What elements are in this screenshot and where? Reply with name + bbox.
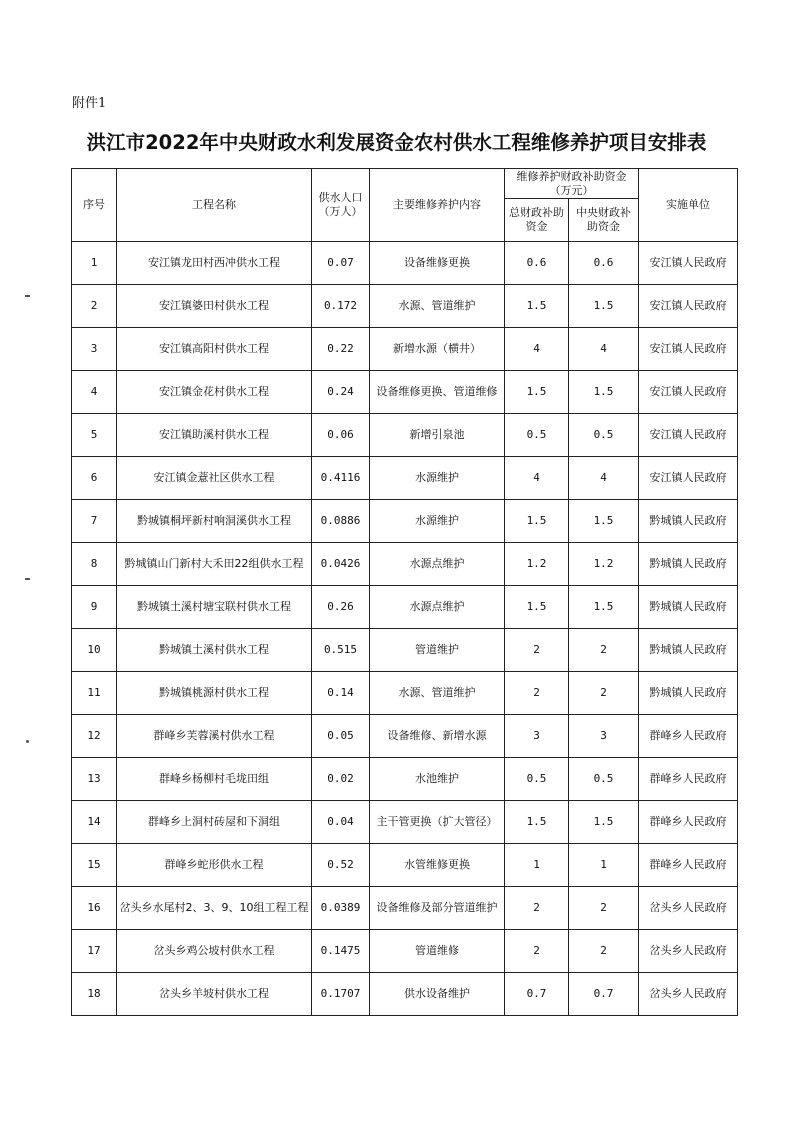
cell-content: 新增水源（横井） [370, 328, 505, 371]
header-total-subsidy: 总财政补助资金 [505, 199, 569, 242]
cell-total-subsidy: 0.7 [505, 973, 569, 1016]
cell-central-subsidy: 2 [569, 887, 639, 930]
cell-index: 15 [72, 844, 117, 887]
cell-population: 0.172 [312, 285, 370, 328]
cell-index: 9 [72, 586, 117, 629]
cell-total-subsidy: 1.5 [505, 586, 569, 629]
cell-content: 水源维护 [370, 500, 505, 543]
cell-project-name: 黔城镇土溪村供水工程 [117, 629, 312, 672]
cell-index: 2 [72, 285, 117, 328]
cell-project-name: 安江镇龙田村西冲供水工程 [117, 242, 312, 285]
cell-unit: 安江镇人民政府 [639, 285, 738, 328]
cell-central-subsidy: 1.2 [569, 543, 639, 586]
table-row [72, 930, 738, 973]
cell-content: 主干管更换（扩大管径） [370, 801, 505, 844]
cell-population: 0.515 [312, 629, 370, 672]
cell-total-subsidy: 1.5 [505, 801, 569, 844]
cell-total-subsidy: 4 [505, 457, 569, 500]
cell-central-subsidy: 1.5 [569, 586, 639, 629]
cell-content: 水管维修更换 [370, 844, 505, 887]
cell-central-subsidy: 1.5 [569, 371, 639, 414]
cell-total-subsidy: 2 [505, 629, 569, 672]
cell-content: 水源维护 [370, 457, 505, 500]
project-table [71, 168, 738, 1016]
cell-population: 0.0426 [312, 543, 370, 586]
cell-index: 16 [72, 887, 117, 930]
table-row [72, 328, 738, 371]
cell-total-subsidy: 0.5 [505, 758, 569, 801]
cell-project-name: 群峰乡蛇形供水工程 [117, 844, 312, 887]
cell-central-subsidy: 2 [569, 672, 639, 715]
cell-unit: 群峰乡人民政府 [639, 758, 738, 801]
table-row [72, 242, 738, 285]
cell-index: 3 [72, 328, 117, 371]
cell-index: 18 [72, 973, 117, 1016]
cell-central-subsidy: 2 [569, 629, 639, 672]
cell-population: 0.0886 [312, 500, 370, 543]
cell-index: 4 [72, 371, 117, 414]
cell-total-subsidy: 0.5 [505, 414, 569, 457]
cell-index: 7 [72, 500, 117, 543]
cell-population: 0.14 [312, 672, 370, 715]
cell-unit: 岔头乡人民政府 [639, 973, 738, 1016]
scan-mark [25, 578, 30, 580]
cell-population: 0.06 [312, 414, 370, 457]
cell-index: 8 [72, 543, 117, 586]
cell-population: 0.52 [312, 844, 370, 887]
cell-index: 11 [72, 672, 117, 715]
cell-total-subsidy: 2 [505, 887, 569, 930]
cell-unit: 群峰乡人民政府 [639, 801, 738, 844]
cell-project-name: 安江镇高阳村供水工程 [117, 328, 312, 371]
cell-unit: 安江镇人民政府 [639, 242, 738, 285]
cell-total-subsidy: 3 [505, 715, 569, 758]
header-content: 主要维修养护内容 [370, 169, 505, 242]
cell-project-name: 黔城镇桃源村供水工程 [117, 672, 312, 715]
cell-content: 设备维修及部分管道维护 [370, 887, 505, 930]
cell-central-subsidy: 1.5 [569, 285, 639, 328]
cell-population: 0.04 [312, 801, 370, 844]
scan-mark [25, 295, 30, 297]
table-row [72, 758, 738, 801]
cell-project-name: 黔城镇桐坪新村响洞溪供水工程 [117, 500, 312, 543]
header-project-name: 工程名称 [117, 169, 312, 242]
cell-population: 0.1707 [312, 973, 370, 1016]
cell-population: 0.0389 [312, 887, 370, 930]
header-population: 供水人口（万人） [312, 169, 370, 242]
cell-project-name: 群峰乡芙蓉溪村供水工程 [117, 715, 312, 758]
cell-content: 管道维护 [370, 629, 505, 672]
cell-central-subsidy: 0.5 [569, 414, 639, 457]
cell-project-name: 群峰乡上洞村砖屋和下洞组 [117, 801, 312, 844]
table-row [72, 801, 738, 844]
table-row [72, 500, 738, 543]
cell-index: 17 [72, 930, 117, 973]
cell-content: 水池维护 [370, 758, 505, 801]
cell-total-subsidy: 1.5 [505, 500, 569, 543]
cell-content: 设备维修更换 [370, 242, 505, 285]
cell-population: 0.4116 [312, 457, 370, 500]
cell-content: 设备维修、新增水源 [370, 715, 505, 758]
cell-index: 6 [72, 457, 117, 500]
cell-total-subsidy: 1.5 [505, 371, 569, 414]
cell-unit: 黔城镇人民政府 [639, 500, 738, 543]
cell-population: 0.02 [312, 758, 370, 801]
header-unit: 实施单位 [639, 169, 738, 242]
page-title: 洪江市2022年中央财政水利发展资金农村供水工程维修养护项目安排表 [86, 131, 707, 154]
cell-unit: 黔城镇人民政府 [639, 672, 738, 715]
cell-unit: 黔城镇人民政府 [639, 543, 738, 586]
cell-population: 0.24 [312, 371, 370, 414]
cell-content: 水源点维护 [370, 586, 505, 629]
cell-content: 设备维修更换、管道维修 [370, 371, 505, 414]
header-subsidy-group: 维修养护财政补助资金（万元） [505, 169, 639, 199]
attachment-label: 附件1 [72, 96, 107, 111]
cell-unit: 岔头乡人民政府 [639, 930, 738, 973]
cell-total-subsidy: 1.5 [505, 285, 569, 328]
table-row [72, 715, 738, 758]
table-row [72, 844, 738, 887]
cell-index: 12 [72, 715, 117, 758]
cell-index: 1 [72, 242, 117, 285]
cell-content: 供水设备维护 [370, 973, 505, 1016]
cell-total-subsidy: 2 [505, 930, 569, 973]
table-row [72, 371, 738, 414]
cell-central-subsidy: 2 [569, 930, 639, 973]
cell-index: 14 [72, 801, 117, 844]
cell-unit: 安江镇人民政府 [639, 414, 738, 457]
cell-unit: 黔城镇人民政府 [639, 586, 738, 629]
cell-project-name: 黔城镇土溪村塘宝联村供水工程 [117, 586, 312, 629]
cell-population: 0.1475 [312, 930, 370, 973]
cell-central-subsidy: 1 [569, 844, 639, 887]
cell-population: 0.05 [312, 715, 370, 758]
cell-content: 水源点维护 [370, 543, 505, 586]
cell-central-subsidy: 1.5 [569, 500, 639, 543]
table-row [72, 973, 738, 1016]
cell-population: 0.26 [312, 586, 370, 629]
cell-unit: 安江镇人民政府 [639, 328, 738, 371]
scan-mark [26, 740, 29, 743]
table-row [72, 457, 738, 500]
table-row [72, 414, 738, 457]
cell-content: 管道维修 [370, 930, 505, 973]
cell-unit: 群峰乡人民政府 [639, 844, 738, 887]
cell-unit: 安江镇人民政府 [639, 371, 738, 414]
cell-project-name: 安江镇婆田村供水工程 [117, 285, 312, 328]
cell-total-subsidy: 2 [505, 672, 569, 715]
cell-project-name: 岔头乡水尾村2、3、9、10组工程工程 [117, 887, 312, 930]
cell-central-subsidy: 4 [569, 328, 639, 371]
cell-project-name: 群峰乡杨柳村毛垅田组 [117, 758, 312, 801]
cell-central-subsidy: 4 [569, 457, 639, 500]
cell-project-name: 岔头乡羊坡村供水工程 [117, 973, 312, 1016]
cell-unit: 群峰乡人民政府 [639, 715, 738, 758]
cell-project-name: 安江镇金花村供水工程 [117, 371, 312, 414]
table-row [72, 629, 738, 672]
cell-project-name: 岔头乡鸡公坡村供水工程 [117, 930, 312, 973]
cell-central-subsidy: 0.6 [569, 242, 639, 285]
cell-central-subsidy: 0.5 [569, 758, 639, 801]
header-central-subsidy: 中央财政补助资金 [569, 199, 639, 242]
table-body [72, 242, 738, 1016]
cell-content: 新增引泉池 [370, 414, 505, 457]
table-row [72, 543, 738, 586]
cell-population: 0.07 [312, 242, 370, 285]
cell-content: 水源、管道维护 [370, 672, 505, 715]
cell-central-subsidy: 3 [569, 715, 639, 758]
cell-project-name: 黔城镇山门新村大禾田22组供水工程 [117, 543, 312, 586]
cell-total-subsidy: 1.2 [505, 543, 569, 586]
cell-index: 13 [72, 758, 117, 801]
cell-total-subsidy: 0.6 [505, 242, 569, 285]
cell-index: 5 [72, 414, 117, 457]
cell-project-name: 安江镇金薏社区供水工程 [117, 457, 312, 500]
cell-index: 10 [72, 629, 117, 672]
header-index: 序号 [72, 169, 117, 242]
table-row [72, 672, 738, 715]
cell-unit: 黔城镇人民政府 [639, 629, 738, 672]
table-row [72, 586, 738, 629]
cell-total-subsidy: 4 [505, 328, 569, 371]
table-row [72, 887, 738, 930]
cell-central-subsidy: 1.5 [569, 801, 639, 844]
cell-population: 0.22 [312, 328, 370, 371]
cell-central-subsidy: 0.7 [569, 973, 639, 1016]
cell-content: 水源、管道维护 [370, 285, 505, 328]
cell-project-name: 安江镇助溪村供水工程 [117, 414, 312, 457]
table-row [72, 285, 738, 328]
cell-unit: 岔头乡人民政府 [639, 887, 738, 930]
cell-unit: 安江镇人民政府 [639, 457, 738, 500]
cell-total-subsidy: 1 [505, 844, 569, 887]
